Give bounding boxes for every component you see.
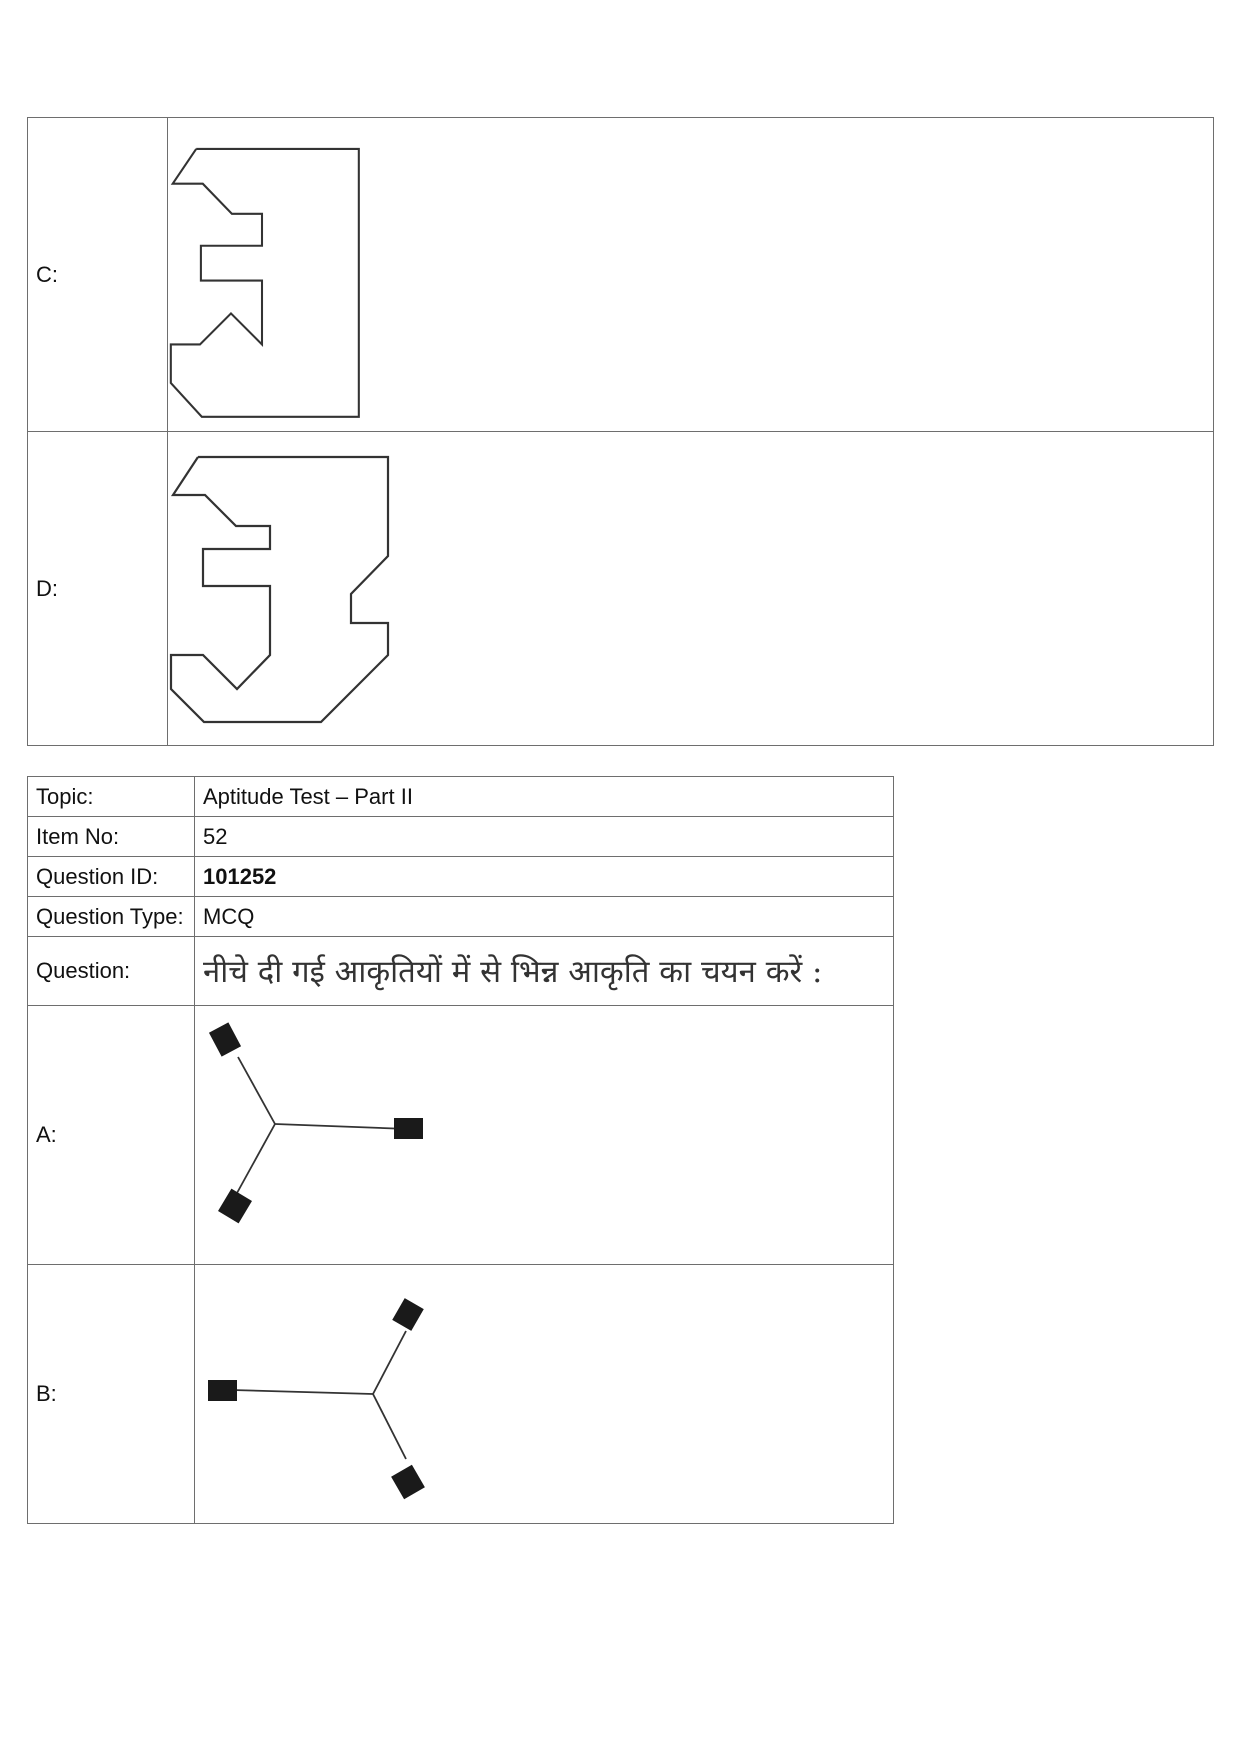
- option-figure-c: [168, 118, 1214, 432]
- question-text: नीचे दी गई आकृतियों में से भिन्न आकृति का चयन करें :: [195, 937, 894, 1006]
- question-id-value: 101252: [195, 857, 894, 897]
- topic-row: [28, 777, 894, 817]
- question-type-value: MCQ: [195, 897, 894, 937]
- option-label-d: D:: [28, 432, 168, 746]
- option-figure-b: [195, 1265, 894, 1524]
- e-shape-figure-c: [168, 125, 368, 425]
- option-row-a: [28, 1006, 894, 1265]
- question-label: Question:: [28, 937, 195, 1006]
- three-arm-figure-b: [195, 1269, 455, 1519]
- three-arm-figure-a: [195, 1010, 455, 1260]
- question-type-label: Question Type:: [28, 897, 195, 937]
- option-row-b: [28, 1265, 894, 1524]
- previous-options-table: [27, 117, 1214, 746]
- question-id-row: [28, 857, 894, 897]
- option-figure-d: [168, 432, 1214, 746]
- question-id-label: Question ID:: [28, 857, 195, 897]
- topic-value: Aptitude Test – Part II: [195, 777, 894, 817]
- option-row-d: [28, 432, 1214, 746]
- option-label-c: C:: [28, 118, 168, 432]
- question-type-row: [28, 897, 894, 937]
- question-table: [27, 776, 894, 1524]
- e-shape-figure-d: [168, 439, 398, 739]
- option-figure-a: [195, 1006, 894, 1265]
- option-row-c: [28, 118, 1214, 432]
- option-label-b: B:: [28, 1265, 195, 1524]
- item-row: [28, 817, 894, 857]
- item-value: 52: [195, 817, 894, 857]
- question-row: [28, 937, 894, 1006]
- item-label: Item No:: [28, 817, 195, 857]
- option-label-a: A:: [28, 1006, 195, 1265]
- topic-label: Topic:: [28, 777, 195, 817]
